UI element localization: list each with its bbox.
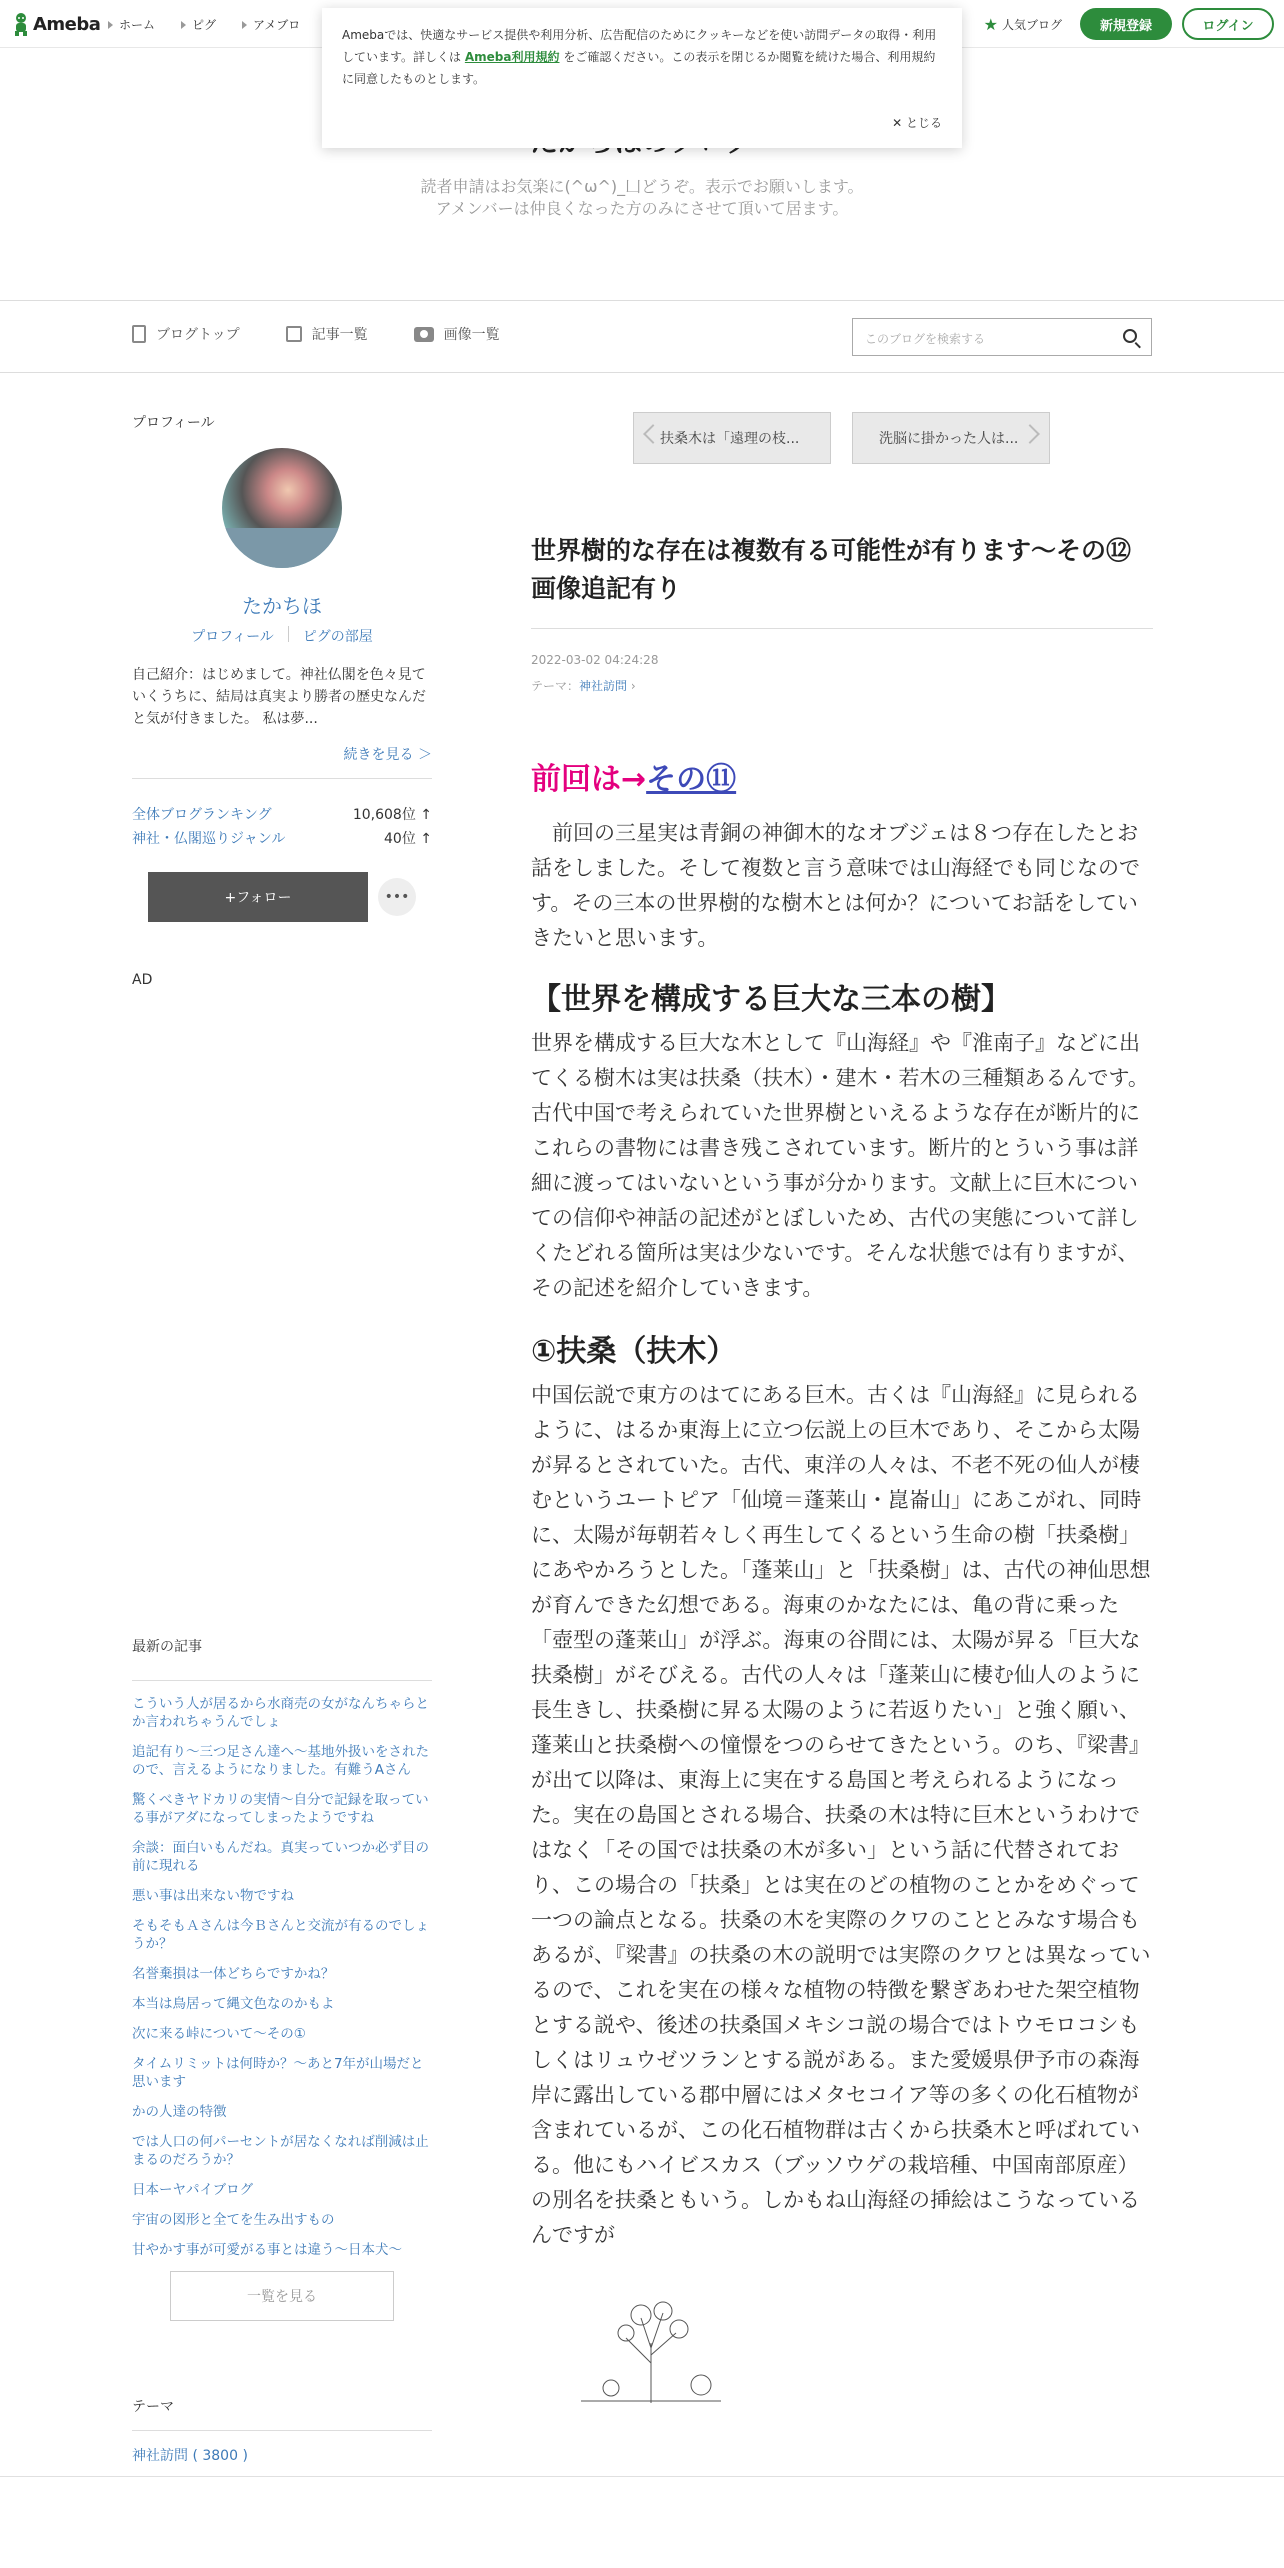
prev-article-button[interactable] <box>633 412 831 464</box>
recent-articles <box>132 1636 432 2321</box>
logo-text: Ameba <box>33 13 101 35</box>
follow-button[interactable]: +フォロー <box>148 872 368 922</box>
blog-desc-line-1: 読者申請はお気楽に(^ω^)_凵どうぞ。表示でお願いします。 <box>420 177 864 196</box>
recent-heading: 最新の記事 <box>132 1639 202 1655</box>
profile-intro: 自己紹介：はじめまして。神社仏閣を色々見ていくうちに、結局は真実より勝者の歴史なんだと気が付きました。 私は夢... <box>132 667 426 727</box>
cookie-close-button[interactable]: ✕ とじる <box>892 116 942 130</box>
list-item[interactable]: 甘やかす事が可愛がる事とは違う～日本犬～ <box>132 2242 402 2258</box>
article-date: 2022-03-02 04:24:28 <box>531 653 659 667</box>
overall-ranking-value: 10,608位 ↑ <box>352 807 432 823</box>
image-list-link[interactable] <box>414 324 500 344</box>
nav-home-label: ホーム <box>119 18 156 32</box>
chevron-right-icon <box>1020 424 1040 444</box>
paragraph-fusang: 中国伝説で東方のはてにある巨木。古くは『山海経』に見られるように、はるか東海上に立つ伝説上の巨木であり、そこから太陽が昇るとされていた。古代、東洋の人々は、不老不死の仙人が棲むというユートピア「仙境＝蓬莱山・崑崙山」にあこがれ、同時に、太陽が毎朝若々しく再生してくるという生命の樹「扶桑樹」にあやかろうとした。「蓬莱山」と「扶桑樹」は、古代の神仙思想が育んできた幻想である。海東のかなたには、亀の背に乗った「壺型の蓬莱山」が浮ぶ。海東の谷間には、太陽が昇る「巨大な扶桑樹」がそびえる。古代の人々は「蓬莱山に棲む仙人のように長生きし、扶桑樹に昇る太陽のように若返りたい」と強く願い、蓬莱山と扶桑樹への憧憬をつのらせてきたという。のち、『梁書』が出て以降は、東海上に実在する島国と考えられるようになった。実在の島国とされる場合、扶桑の木は特に巨木というわけではなく「その国では扶桑の木が多い」という話に代替されており、この場合の「扶桑」とは実在のどの植物のことかをめぐって一つの論点となる。扶桑の木を実際のクワのこととみなす場合もあるが、『梁書』の扶桑の木の説明では実際のクワとは異なっているので、これを実在の様々な植物の特徴を繋ぎあわせた架空植物とする説や、後述の扶桑国メキシコ説の場合ではトウモロコシもしくはリュウゼツランとする説がある。また愛媛県伊予市の森海岸に露出している郡中層にはメタセコイア等の多くの化石植物が含まれているが、この化石植物群は古くから扶桑木と呼ばれている。他にもハイビスカス（ブッソウゲの栽培種、中国南部原産）の別名を扶桑ともいう。しかもね山海経の挿絵はこうなっているんですが <box>531 1383 1151 2247</box>
list-item[interactable]: 宇宙の図形と全てを生み出すもの <box>132 2212 335 2228</box>
cookie-text-2: をご確認ください。この表示を閉じるか閲覧を続けた場合、利用規約に同意したものとします。 <box>342 50 936 86</box>
list-item[interactable]: 次に来る峠について～その① <box>132 2026 306 2042</box>
cookie-text-1: Amebaでは、快適なサービス提供や利用分析、広告配信のためにクッキーなどを使い訪問データの取得・利用しています。詳しくは <box>342 28 937 64</box>
bottom-bar <box>0 2476 1284 2568</box>
previous-part-prefix: 前回は→ <box>531 762 647 797</box>
list-item[interactable]: こういう人が居るから水商売の女がなんちゃらとか言われちゃうんでしょ <box>132 1696 429 1730</box>
chevron-right-icon <box>242 21 247 29</box>
pigg-room-link[interactable]: ピグの部屋 <box>302 629 373 645</box>
themes-heading: テーマ <box>132 2399 174 2415</box>
list-item[interactable]: 余談：面白いもんだね。真実っていつか必ず目の前に現れる <box>132 1840 429 1874</box>
image-list-label: 画像一覧 <box>443 327 500 343</box>
blog-description <box>0 176 1284 220</box>
list-item[interactable]: では人口の何パーセントが居なくなれば削減は止まるのだろうか？ <box>132 2134 429 2168</box>
profile-link[interactable]: プロフィール <box>191 629 274 645</box>
document-icon <box>132 325 146 343</box>
article-title[interactable]: 世界樹的な存在は複数有る可能性が有ります～その⑫画像追記有り <box>531 536 1132 603</box>
global-nav <box>108 16 300 33</box>
divider <box>0 300 1284 301</box>
copy-icon <box>286 326 302 342</box>
cookie-notice <box>322 8 962 148</box>
blog-search-input[interactable] <box>852 318 1152 356</box>
recent-list <box>132 1680 432 2259</box>
next-article-label: 洗脳に掛かった人は... <box>879 431 1019 447</box>
overall-ranking-link[interactable]: 全体ブログランキング <box>132 807 272 823</box>
header-actions <box>984 8 1274 40</box>
list-item[interactable]: 悪い事は出来ない物ですね <box>132 1888 294 1904</box>
list-item[interactable]: 本当は鳥居って縄文色なのかもよ <box>132 1996 335 2012</box>
nav-ameblo-label: アメブロ <box>253 18 301 32</box>
star-icon: ★ <box>983 14 998 34</box>
article <box>531 532 1153 2403</box>
article-theme: テーマ：神社訪問 › <box>531 679 636 693</box>
list-item[interactable]: 追記有り～三つ足さん達へ～基地外扱いをされたので、言えるようになりました。有難うAさん <box>132 1744 429 1778</box>
nav-pigg-label: ピグ <box>192 18 217 32</box>
chevron-right-icon <box>181 21 186 29</box>
profile-section <box>132 412 432 988</box>
article-list-link[interactable] <box>286 324 368 344</box>
search-placeholder: このブログを検索する <box>865 332 986 346</box>
heading-three-trees: 【世界を構成する巨大な三本の樹】 <box>531 982 1011 1017</box>
separator <box>288 626 289 642</box>
theme-label: テーマ： <box>531 679 580 693</box>
theme-link[interactable]: 神社訪問 <box>579 679 628 693</box>
genre-ranking-value: 40位 ↑ <box>384 831 432 847</box>
popular-blog-link[interactable] <box>984 15 1062 34</box>
previous-part <box>531 754 1153 798</box>
terms-link[interactable]: Ameba利用規約 <box>464 50 560 64</box>
profile-links <box>132 626 432 646</box>
chevron-right-icon <box>108 21 113 29</box>
divider <box>132 2430 432 2431</box>
blog-subnav <box>132 324 500 344</box>
list-item[interactable]: タイムリミットは何時か？～あと7年が山場だと思います <box>132 2056 424 2090</box>
profile-heading: プロフィール <box>132 415 215 431</box>
heading-fusang: ①扶桑（扶木） <box>531 1334 737 1369</box>
popular-blog-label: 人気ブログ <box>1001 17 1062 32</box>
search-icon[interactable] <box>1123 329 1137 343</box>
ameba-logo[interactable] <box>12 12 100 36</box>
avatar[interactable] <box>222 448 342 568</box>
list-item[interactable]: 驚くべきヤドカリの実情～自分で記録を取っている事がアダになってしまったようですね <box>132 1792 429 1826</box>
article-list-label: 記事一覧 <box>311 327 368 343</box>
camera-icon <box>414 327 434 342</box>
login-button[interactable]: ログイン <box>1182 8 1274 40</box>
next-article-button[interactable] <box>852 412 1050 464</box>
signup-button[interactable]: 新規登録 <box>1080 8 1172 40</box>
list-item[interactable]: そもそもＡさんは今Ｂさんと交流が有るのでしょうか？ <box>132 1918 429 1952</box>
theme-item[interactable]: 神社訪問 ( 3800 ) <box>132 2448 248 2464</box>
blog-top-link[interactable] <box>132 324 240 344</box>
divider <box>0 372 1284 373</box>
more-options-button[interactable]: ••• <box>378 878 416 916</box>
previous-part-link[interactable]: その⑪ <box>646 762 737 797</box>
nav-pigg[interactable] <box>181 16 216 33</box>
overall-ranking <box>132 804 432 824</box>
blog-top-label: ブログトップ <box>156 327 240 343</box>
read-more-link[interactable]: 続きを見る ＞ <box>343 747 432 763</box>
ameba-mascot-icon <box>12 12 30 36</box>
paragraph-three-trees: 世界を構成する巨大な木として『山海経』や『淮南子』などに出てくる樹木は実は扶桑（扶木）・建木・若木の三種類あるんです。古代中国で考えられていた世界樹といえるような存在が断片的にこれらの書物には書き残こされています。断片的とういう事は詳細に渡ってはいないという事が分かります。文献上に巨木についての信仰や神話の記述がとぼしいため、古代の実態について詳しくたどれる箇所は実は少ないです。そんな状態では有りますが、その記述を紹介していきます。 <box>531 1031 1149 1300</box>
see-all-button[interactable]: 一覧を見る <box>170 2271 394 2321</box>
prev-article-label: 扶桑木は「遠理の枝... <box>660 431 800 447</box>
list-item[interactable]: かの人達の特徴 <box>132 2104 227 2120</box>
paragraph-intro: 前回の三星実は青銅の神御木的なオブジェは８つ存在したとお話をしました。そして複数と言う意味では山海経でも同じなのです。その三本の世界樹的な樹木とは何か？についてお話をしていきたいと思います。 <box>531 821 1140 950</box>
nav-ameblo[interactable] <box>242 16 300 33</box>
list-item[interactable]: 日本ーヤパイブログ <box>132 2182 254 2198</box>
genre-ranking-link[interactable]: 神社・仏閣巡りジャンル <box>132 831 286 847</box>
divider <box>132 778 432 779</box>
genre-ranking <box>132 828 432 848</box>
divider <box>531 628 1153 629</box>
tree-illustration[interactable] <box>571 2293 731 2403</box>
nav-home[interactable] <box>108 16 155 33</box>
profile-name[interactable]: たかちほ <box>242 594 322 618</box>
blog-desc-line-2: アメンバーは仲良くなった方のみにさせて頂いて居ます。 <box>435 199 849 218</box>
list-item[interactable]: 名誉棄損は一体どちらですかね？ <box>132 1966 335 1982</box>
ad-label: AD <box>132 972 153 988</box>
